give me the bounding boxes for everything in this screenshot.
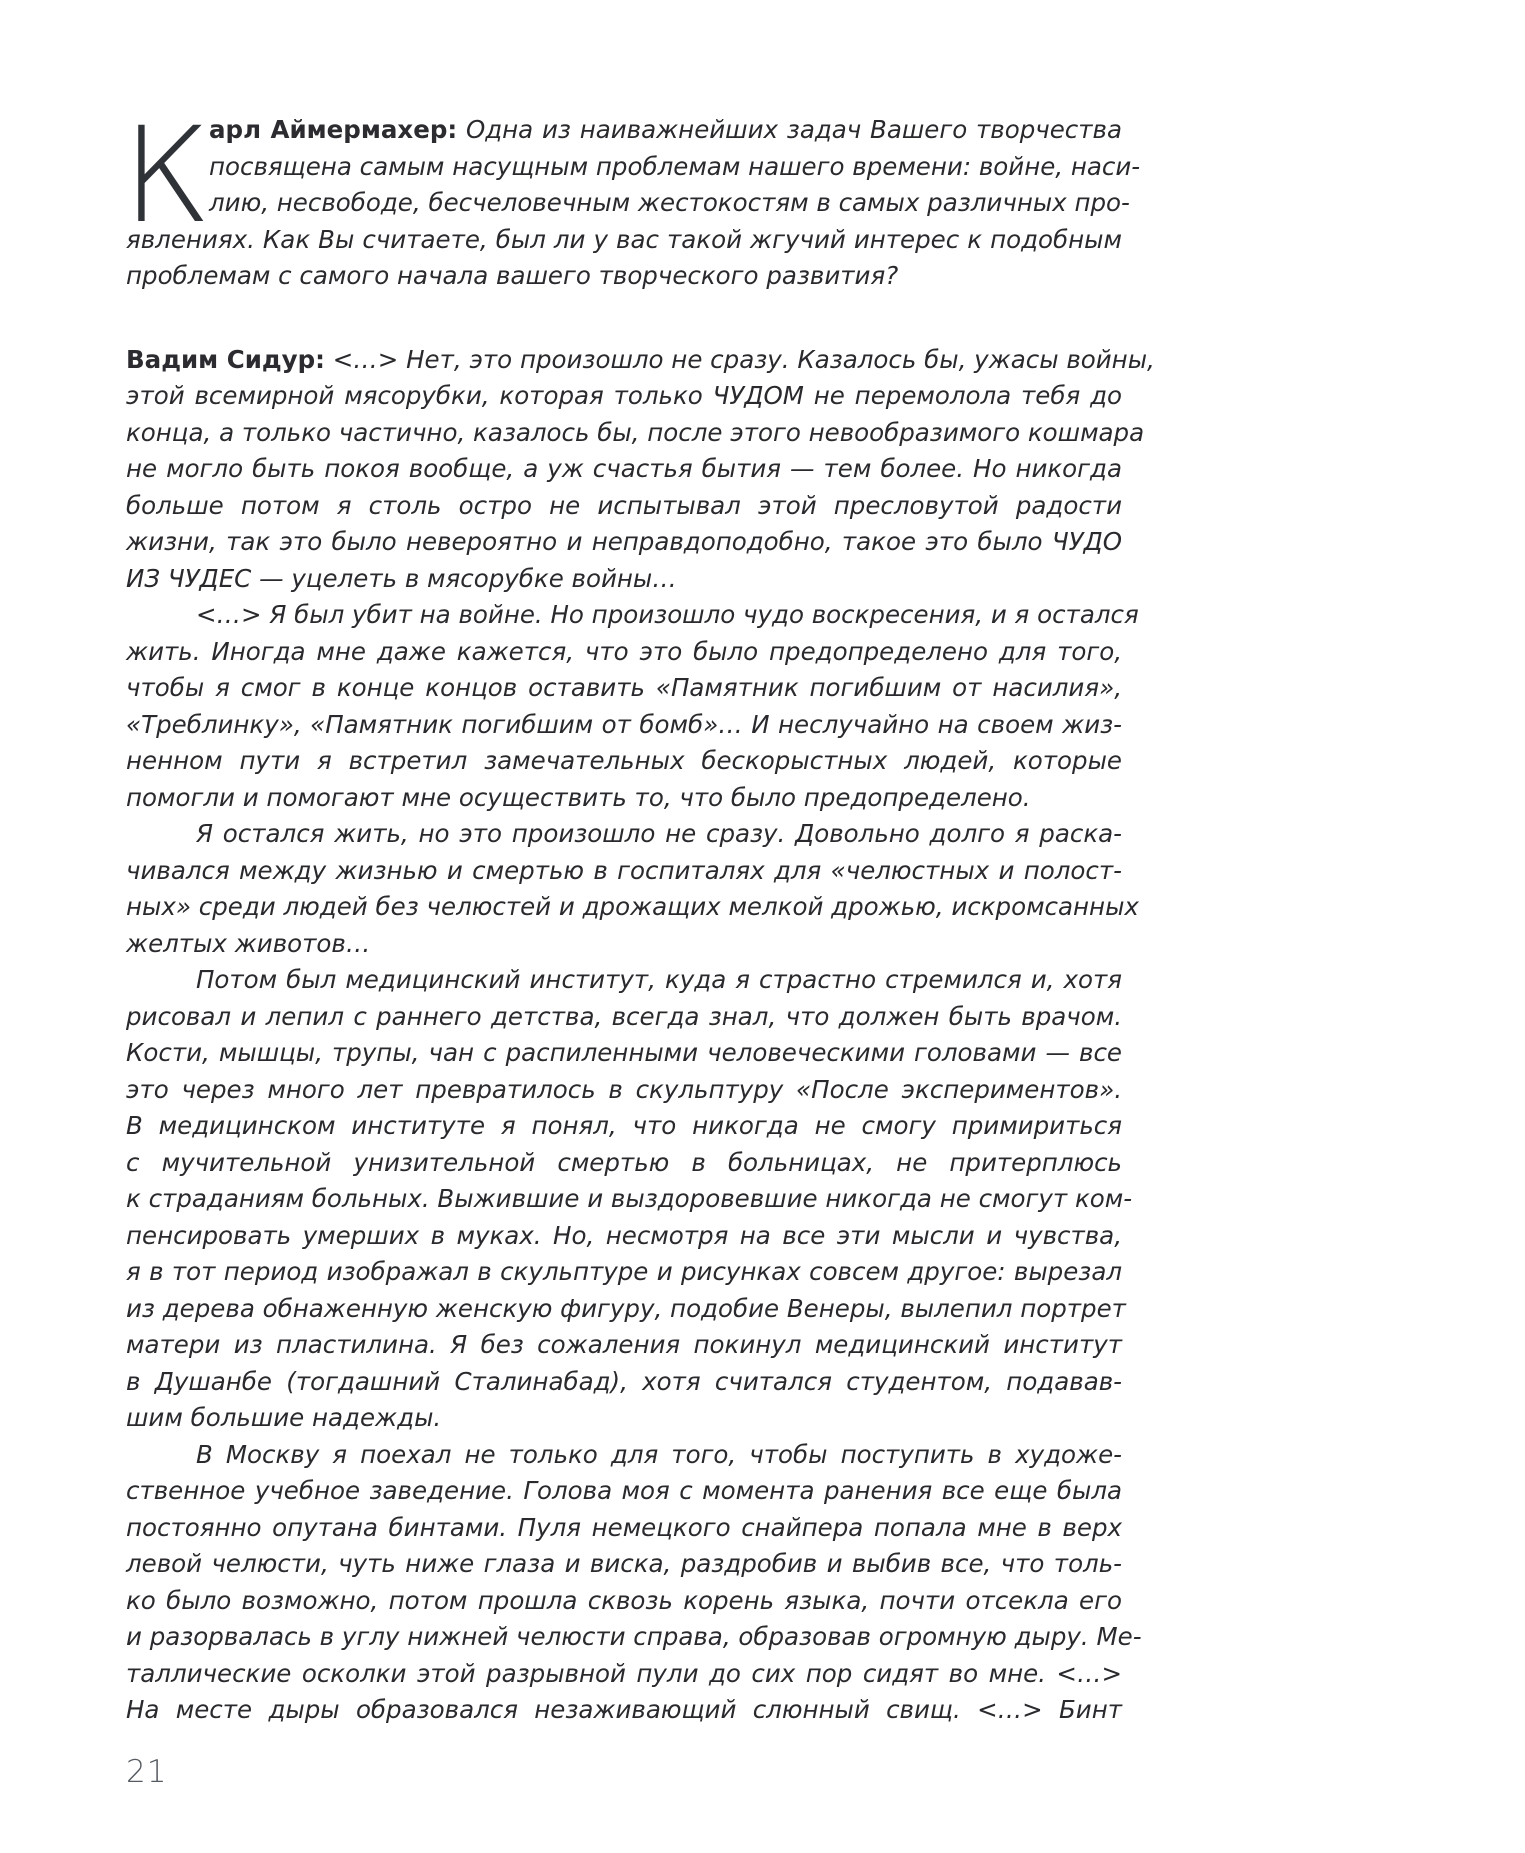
text-line: таллические осколки этой разрывной пули до сих пор сидят во мне. <…> xyxy=(126,1658,1122,1688)
text-line: помогли и помогают мне осуществить то, что было предопределено. xyxy=(126,782,1031,812)
text-line: больше потом я столь остро не испытывал этой пресловутой радости xyxy=(126,490,1122,520)
text-line: Кости, мышцы, трупы, чан с распиленными человеческими головами — все xyxy=(126,1038,1122,1067)
page-body xyxy=(122,99,1155,1729)
text-line: ственное учебное заведение. Голова моя с момента ранения все еще была xyxy=(126,1476,1122,1505)
answer-paragraph-3 xyxy=(126,816,1139,962)
text-line: На месте дыры образовался незаживающий слюнный свищ. <…> Бинт xyxy=(126,1695,1122,1724)
text-line: ИЗ ЧУДЕС — уцелеть в мясорубке войны… xyxy=(126,563,677,593)
question-line-4: явлениях. Как Вы считаете, был ли у вас такой жгучий интерес к подобным xyxy=(126,224,1122,254)
text-line: матери из пластилина. Я без сожаления покинул медицинский институт xyxy=(126,1330,1122,1359)
text-line: постоянно опутана бинтами. Пуля немецкого снайпера попала мне в верх xyxy=(126,1512,1122,1542)
text-line: шим большие надежды. xyxy=(126,1403,442,1432)
text-line: рисовал и лепил с раннего детства, всегда знал, что должен быть врачом. xyxy=(126,1001,1122,1031)
text-line: с мучительной унизительной смертью в больницах, не притерплюсь xyxy=(126,1147,1122,1177)
answer-paragraph-4 xyxy=(126,962,1133,1437)
text-line: я в тот период изображал в скульптуре и рисунках совсем другое: вырезал xyxy=(126,1257,1122,1286)
question-speaker: арл Аймермахер: xyxy=(209,115,458,144)
answer-paragraph-2 xyxy=(126,597,1139,816)
text-line: к страданиям больных. Выжившие и выздоровевшие никогда не смогут ком- xyxy=(126,1184,1133,1213)
text-line: чтобы я смог в конце концов оставить «Памятник погибшим от насилия», xyxy=(126,673,1122,702)
text-line: В медицинском институте я понял, что никогда не смогу примириться xyxy=(126,1111,1122,1140)
text-line: из дерева обнаженную женскую фигуру, подобие Венеры, вылепил портрет xyxy=(126,1293,1126,1323)
text-line: и разорвалась в углу нижней челюсти справа, образовав огромную дыру. Ме- xyxy=(126,1622,1142,1651)
question-line-5: проблемам с самого начала вашего творческого развития? xyxy=(126,261,899,290)
answer-block xyxy=(126,342,1155,1729)
drop-cap: К xyxy=(122,99,209,253)
question-text-1: Одна из наиважнейших задач Вашего творчества xyxy=(465,115,1122,144)
text-line: ных» среди людей без челюстей и дрожащих мелкой дрожью, искромсанных xyxy=(126,892,1139,921)
answer-paragraph-5 xyxy=(126,1437,1142,1729)
text-line: ко было возможно, потом прошла сквозь корень языка, почти отсекла его xyxy=(126,1585,1122,1615)
text-line: конца, а только частично, казалось бы, после этого невообразимого кошмара xyxy=(126,417,1145,447)
text-line: этой всемирной мясорубки, которая только ЧУДОМ не перемолола тебя до xyxy=(126,381,1122,410)
question-line-2: посвящена самым насущным проблемам нашего времени: войне, наси- xyxy=(209,151,1141,181)
text-line: желтых животов… xyxy=(126,928,371,958)
answer-paragraph-1 xyxy=(126,342,1155,598)
text-line: не могло быть покоя вообще, а уж счастья бытия — тем более. Но никогда xyxy=(126,454,1122,483)
question-line-1 xyxy=(126,112,1122,149)
text-line: чивался между жизнью и смертью в госпиталях для «челюстных и полост- xyxy=(126,855,1122,885)
text-line xyxy=(126,342,1155,379)
page-number: 21 xyxy=(126,1754,168,1790)
text-line: Я остался жить, но это произошло не сразу. Довольно долго я раска- xyxy=(196,819,1122,848)
text-line: левой челюсти, чуть ниже глаза и виска, раздробив и выбив все, что толь- xyxy=(126,1549,1122,1578)
section-gap xyxy=(126,295,1122,342)
text-line: <…> Я был убит на войне. Но произошло чудо воскресения, и я остался xyxy=(196,600,1139,629)
text-line: Потом был медицинский институт, куда я страстно стремился и, хотя xyxy=(196,965,1122,994)
question-line-3: лию, несвободе, бесчеловечным жестокостям в самых различных про- xyxy=(209,188,1130,217)
text-line: В Москву я поехал не только для того, чтобы поступить в художе- xyxy=(196,1439,1122,1469)
text-line: пенсировать умерших в муках. Но, несмотря на все эти мысли и чувства, xyxy=(126,1220,1122,1250)
text-line: «Треблинку», «Памятник погибшим от бомб»… И неслучайно на своем жиз- xyxy=(126,709,1122,739)
text-line: жить. Иногда мне даже кажется, что это было предопределено для того, xyxy=(126,636,1122,666)
answer-text: <…> Нет, это произошло не сразу. Казалось бы, ужасы войны, xyxy=(332,344,1155,374)
text-line: это через много лет превратилось в скульптуру «После экспериментов». xyxy=(126,1074,1122,1104)
text-line: в Душанбе (тогдашний Сталинабад), хотя считался студентом, подавав- xyxy=(126,1366,1122,1396)
text-line: жизни, так это было невероятно и неправдоподобно, такое это было ЧУДО xyxy=(126,527,1122,556)
question-block xyxy=(122,99,1141,295)
answer-speaker: Вадим Сидур: xyxy=(126,344,325,374)
text-line: ненном пути я встретил замечательных бескорыстных людей, которые xyxy=(126,746,1122,775)
